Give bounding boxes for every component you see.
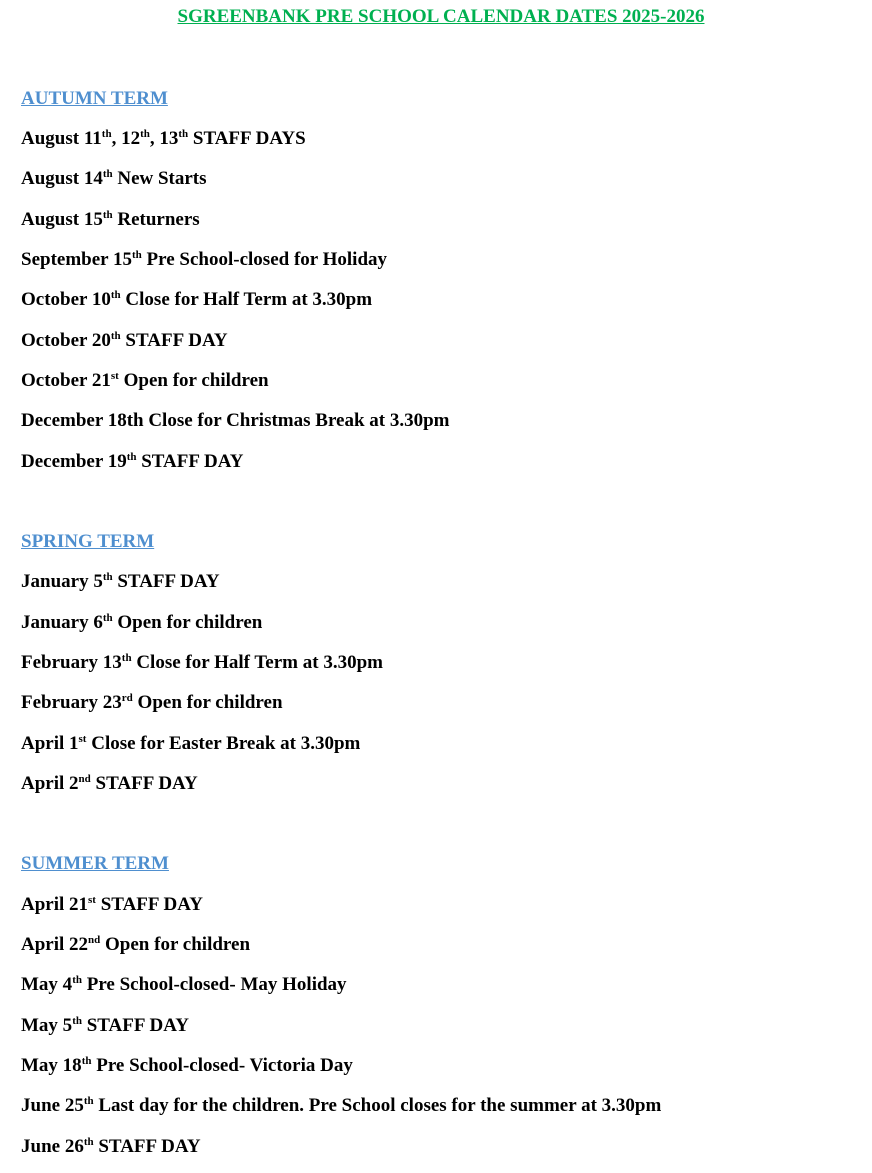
- spring-term-heading: SPRING TERM: [21, 531, 155, 552]
- calendar-entry: April 1st Close for Easter Break at 3.30pm: [21, 733, 361, 754]
- calendar-entry: April 21st STAFF DAY: [21, 894, 203, 915]
- document-title: SGREENBANK PRE SCHOOL CALENDAR DATES 2025-2026: [177, 6, 705, 27]
- calendar-entry: February 23rd Open for children: [21, 692, 283, 713]
- calendar-entry: April 22nd Open for children: [21, 934, 251, 955]
- summer-term-heading: SUMMER TERM: [21, 853, 169, 874]
- calendar-entry: September 15th Pre School-closed for Holiday: [21, 249, 388, 270]
- calendar-entry: June 25th Last day for the children. Pre School closes for the summer at 3.30pm: [21, 1095, 662, 1116]
- calendar-entry: October 21st Open for children: [21, 370, 269, 391]
- calendar-entry: May 5th STAFF DAY: [21, 1015, 189, 1036]
- calendar-entry: May 4th Pre School-closed- May Holiday: [21, 974, 347, 995]
- calendar-entry: January 5th STAFF DAY: [21, 571, 220, 592]
- calendar-entry: August 14th New Starts: [21, 168, 207, 189]
- calendar-entry: December 18th Close for Christmas Break at 3.30pm: [21, 410, 450, 431]
- calendar-entry: October 10th Close for Half Term at 3.30pm: [21, 289, 373, 310]
- calendar-entry: April 2nd STAFF DAY: [21, 773, 198, 794]
- calendar-entry: June 26th STAFF DAY: [21, 1136, 201, 1157]
- calendar-entry: May 18th Pre School-closed- Victoria Day: [21, 1055, 353, 1076]
- calendar-entry: December 19th STAFF DAY: [21, 451, 244, 472]
- calendar-entry: January 6th Open for children: [21, 612, 263, 633]
- calendar-entry: October 20th STAFF DAY: [21, 330, 228, 351]
- calendar-entry: August 15th Returners: [21, 209, 200, 230]
- calendar-entry: February 13th Close for Half Term at 3.30pm: [21, 652, 383, 673]
- autumn-term-heading: AUTUMN TERM: [21, 88, 168, 109]
- calendar-entry: August 11th, 12th, 13th STAFF DAYS: [21, 128, 306, 149]
